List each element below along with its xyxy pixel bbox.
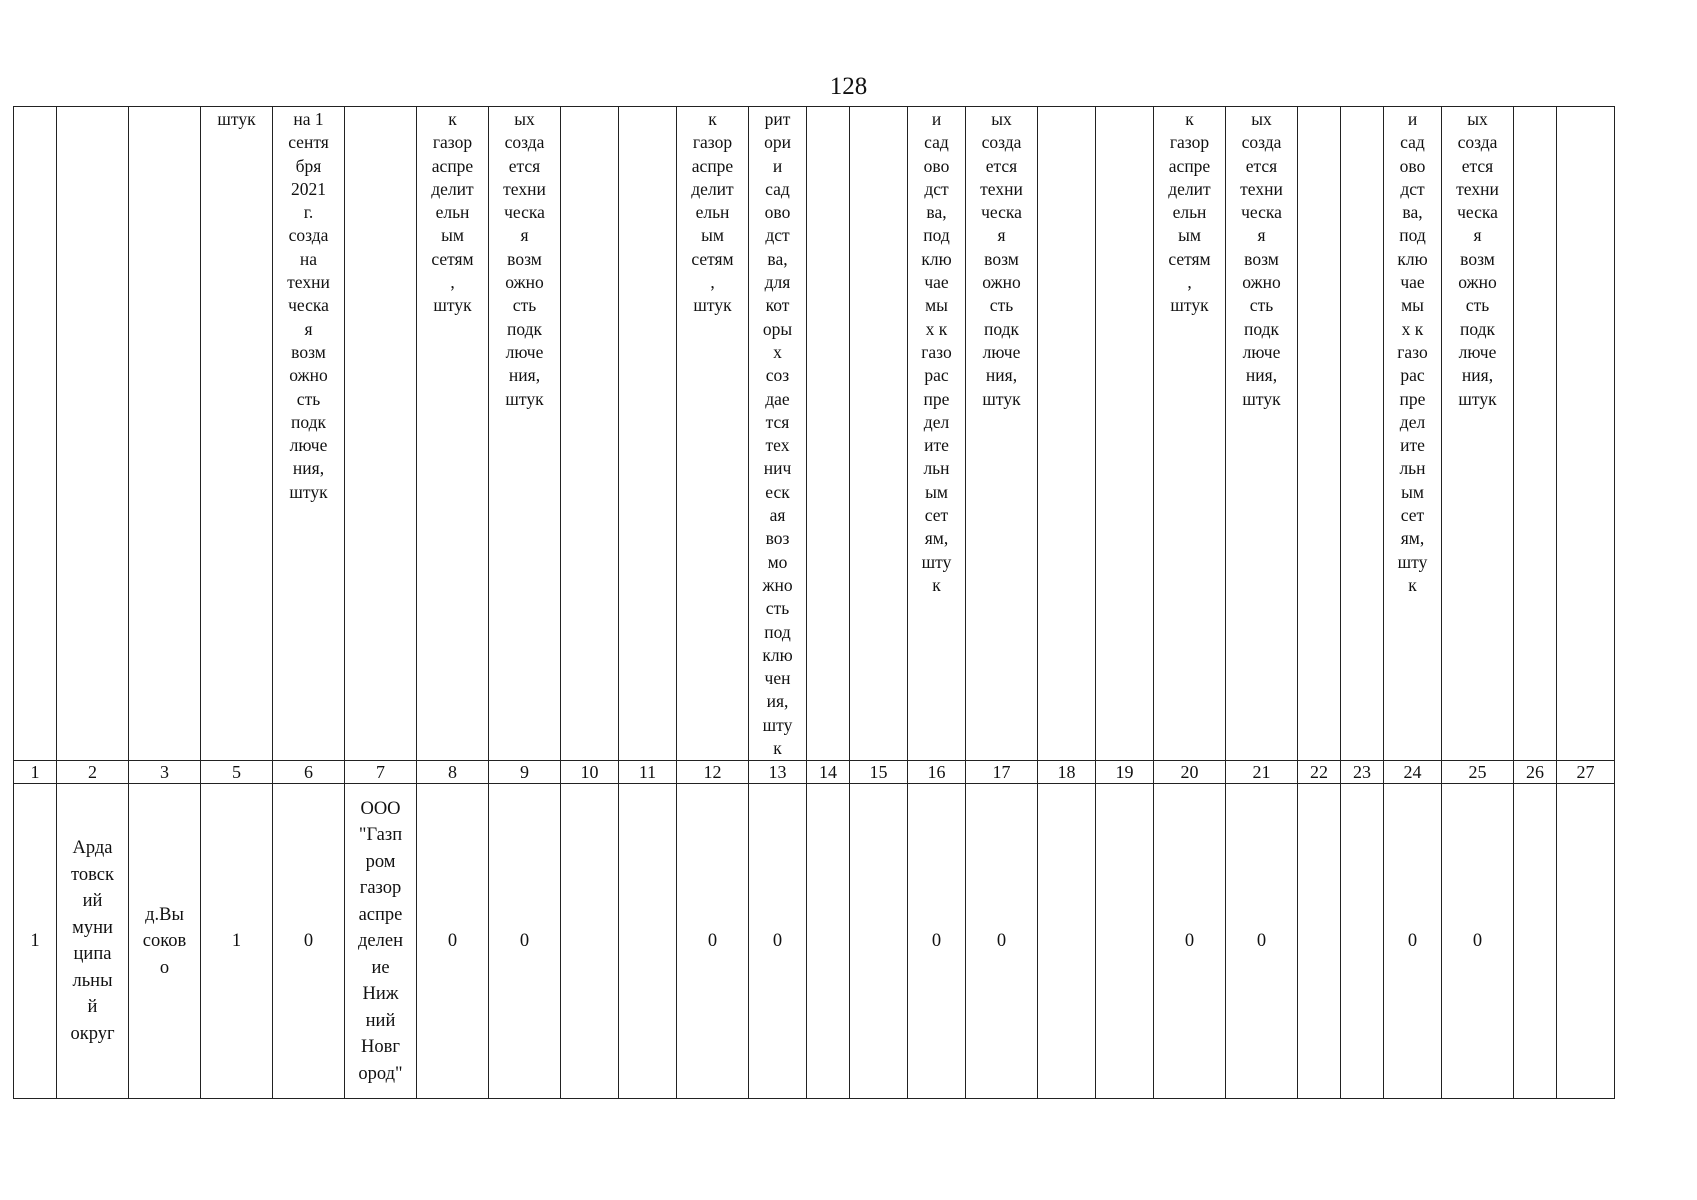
header-cell: к газор аспре делит ельн ым сетям , штук [677,107,749,761]
header-cell [1096,107,1154,761]
table-cell [1557,784,1615,1099]
table-cell: 0 [1226,784,1298,1099]
column-number: 6 [273,761,345,784]
column-number: 27 [1557,761,1615,784]
column-number: 2 [57,761,129,784]
table-cell [807,784,850,1099]
table-cell: 0 [966,784,1038,1099]
header-cell: ых созда ется техни ческа я возм ожно сть подк люче ния, штук [489,107,561,761]
header-cell: рит ори и сад ово дст ва, для кот оры х соз дае тся тех нич еск ая воз мо жно сть под клю чен ия, шту к [749,107,807,761]
header-cell [850,107,908,761]
column-number-row [14,761,1615,784]
column-number: 12 [677,761,749,784]
header-cell [1514,107,1557,761]
table-cell: 0 [489,784,561,1099]
header-cell: к газор аспре делит ельн ым сетям , штук [1154,107,1226,761]
column-number: 15 [850,761,908,784]
column-number: 11 [619,761,677,784]
header-cell [57,107,129,761]
header-cell: к газор аспре делит ельн ым сетям , штук [417,107,489,761]
header-cell: ых созда ется техни ческа я возм ожно сть подк люче ния, штук [1442,107,1514,761]
header-cell [129,107,201,761]
column-number: 5 [201,761,273,784]
table-cell: 1 [14,784,57,1099]
column-number: 1 [14,761,57,784]
header-cell [619,107,677,761]
table-cell: 0 [273,784,345,1099]
table-cell [1298,784,1341,1099]
column-number: 24 [1384,761,1442,784]
page-number: 128 [829,73,868,100]
table-cell: 0 [417,784,489,1099]
header-cell: ых созда ется техни ческа я возм ожно сть подк люче ния, штук [1226,107,1298,761]
table-cell: ООО "Газп ром газор аспре делен ие Ниж ний Новг ород" [345,784,417,1099]
table-row [14,784,1615,1099]
column-number: 10 [561,761,619,784]
table-cell: Арда товск ий муни ципа льны й округ [57,784,129,1099]
header-cell: ых созда ется техни ческа я возм ожно сть подк люче ния, штук [966,107,1038,761]
column-number: 19 [1096,761,1154,784]
column-number: 9 [489,761,561,784]
column-number: 17 [966,761,1038,784]
column-number: 21 [1226,761,1298,784]
column-number: 22 [1298,761,1341,784]
column-number: 16 [908,761,966,784]
table-cell [850,784,908,1099]
header-cell [1038,107,1096,761]
table-cell: 0 [677,784,749,1099]
table-cell [561,784,619,1099]
table-cell: 0 [908,784,966,1099]
column-number: 26 [1514,761,1557,784]
column-number: 23 [1341,761,1384,784]
table-cell [1341,784,1384,1099]
data-table [13,106,1615,1099]
table-cell [1514,784,1557,1099]
header-cell [1557,107,1615,761]
header-cell [1298,107,1341,761]
table-cell: 0 [1442,784,1514,1099]
column-number: 7 [345,761,417,784]
table-cell: д.Вы соков о [129,784,201,1099]
table-cell [1038,784,1096,1099]
column-number: 3 [129,761,201,784]
table-cell [1096,784,1154,1099]
table-cell: 1 [201,784,273,1099]
header-cell [1341,107,1384,761]
column-number: 14 [807,761,850,784]
table-cell: 0 [1384,784,1442,1099]
header-cell [807,107,850,761]
column-number: 20 [1154,761,1226,784]
header-cell: штук [201,107,273,761]
header-cell: на 1 сентя бря 2021 г. созда на техни ческа я возм ожно сть подк люче ния, штук [273,107,345,761]
table-cell [619,784,677,1099]
column-number: 8 [417,761,489,784]
column-number: 25 [1442,761,1514,784]
column-number: 18 [1038,761,1096,784]
table-cell: 0 [1154,784,1226,1099]
header-cell: и сад ово дст ва, под клю чае мы х к газо рас пре дел ите льн ым сет ям, шту к [1384,107,1442,761]
header-cell [14,107,57,761]
header-cell: и сад ово дст ва, под клю чае мы х к газо рас пре дел ите льн ым сет ям, шту к [908,107,966,761]
header-row [14,107,1615,761]
header-cell [345,107,417,761]
table-cell: 0 [749,784,807,1099]
column-number: 13 [749,761,807,784]
header-cell [561,107,619,761]
